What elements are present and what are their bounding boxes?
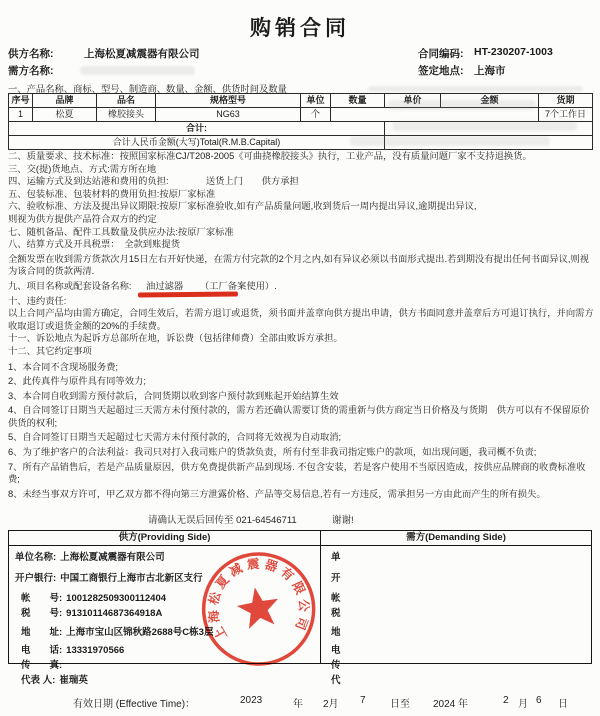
validity-year-unit: 年 <box>293 699 303 710</box>
validity-label: 有效日期 (Effective Time)： <box>73 699 196 710</box>
cell-qty-price-amount <box>331 108 539 122</box>
clause-5: 五、包装标准、包装材料的费用负担:按原厂家标准 <box>8 188 216 199</box>
provider-tax-row: 税 号: 91310114687364918A <box>21 608 163 619</box>
col-header-spec: 规格型号 <box>156 94 301 108</box>
clause-9-prefix: 九、项目名称或配套设备名称: <box>8 280 132 291</box>
demander-fax-row: 传 <box>331 660 341 671</box>
list-item: 1、本合同不含现场服务费; <box>8 361 119 372</box>
demander-header: 需方(Demanding Side) <box>406 532 506 543</box>
provider-header: 供方(Providing Side) <box>9 531 321 545</box>
clause-12: 十二、其它约定事项 <box>8 345 92 356</box>
col-header-name: 品名 <box>97 94 156 108</box>
validity-end-day: 6 <box>536 695 542 706</box>
demander-phone-row: 电 <box>331 645 341 656</box>
cell-name: 橡胶接头 <box>97 108 156 122</box>
cell-spec: NG63 <box>156 108 301 122</box>
parties-header-row <box>9 531 591 546</box>
demander-address-row: 地 <box>331 627 341 638</box>
col-header-price: 单价 <box>385 94 441 108</box>
contract-no-value: HT-230207-1003 <box>474 46 553 58</box>
amount-words-row <box>9 136 593 150</box>
product-table <box>8 93 593 150</box>
section1-title: 一、产品名称、商标、型号、制造商、数量、金额、供货时间及数量 <box>8 84 287 94</box>
scan-smudge <box>80 66 195 75</box>
col-header-leadtime: 货期 <box>539 94 593 108</box>
demander-bank-row: 开 <box>331 573 341 584</box>
validity-day-unit: 日 <box>558 699 568 710</box>
total-value <box>385 122 593 136</box>
list-item: 4、自合同签订日期当天起超过三天需方未付预付款的，需方若还确认需要订货的需重新与供方商定当日价格及与货期 供方可以有不保留原价供货的权利; <box>8 405 590 428</box>
clause-9 <box>8 280 594 293</box>
col-header-brand: 品牌 <box>33 94 97 108</box>
company-seal-stamp <box>194 549 324 679</box>
clause-4: 四、运输方式及到达站港和费用的负担: 送货上门 供方承担 <box>8 176 299 187</box>
provider-phone-row: 电 话: 13331970566 <box>21 645 125 656</box>
provider-account-row: 帐 号: 1001282509300112404 <box>21 593 167 604</box>
clause-6-cont: 则视为供方提供产品符合双方的约定 <box>8 213 157 224</box>
list-item: 7、所有产品销售后，若是产品质量原因，供方免费提供新产品到现场. 不包含安装，若是客户使用不当原因造成，按供应品牌商的收费标准收费; <box>8 461 586 485</box>
clause-10: 十、违约责任: <box>8 295 67 306</box>
demander-account-row: 帐 <box>331 593 341 604</box>
provider-bank-row: 开户银行: 中国工商银行上海市古北新区支行 <box>15 573 203 584</box>
col-header-unit: 单位 <box>301 94 331 108</box>
list-item: 5、自合同签订日期当天起超过七天需方未付预付款的，合同将无效视为自动取消; <box>8 432 342 443</box>
thanks-note: 谢谢! <box>332 515 354 526</box>
page-title: 购销合同 <box>250 17 350 40</box>
cell-no: 1 <box>9 108 33 122</box>
other-terms-list <box>8 361 594 501</box>
sign-place-value: 上海市 <box>474 65 506 77</box>
total-row <box>9 122 593 136</box>
amount-words-value <box>385 136 593 150</box>
provider-company-row: 单位名称: 上海松夏减震器有限公司 <box>15 552 165 563</box>
validity-end-year: 2024 年 <box>433 699 469 710</box>
clause-3: 三、交(提)货地点、方式:需方所在地 <box>8 163 157 174</box>
supplier-value: 上海松夏减震器有限公司 <box>84 48 200 60</box>
clause-9-suffix: （工厂备案使用）. <box>199 280 277 291</box>
clause-8-note: 全额发票在收到需方货款次月15日左右开好快递，在需方付完款的2个月之内,如有异议必须以书面形式提出.若到期没有提出任何书面异议,则视为该合同的货款两清. <box>8 253 590 277</box>
supplier-label: 供方名称: <box>8 48 54 60</box>
scan-smudge <box>368 86 583 92</box>
validity-start-month: 2月 <box>323 699 339 710</box>
demander-details <box>321 546 591 686</box>
validity-to-label: 日至 <box>390 699 410 710</box>
product-table-header-row <box>9 94 593 108</box>
provider-fax-row: 传 真: <box>21 660 63 671</box>
amount-words-label: 合计人民币金额(大写)Total(R.M.B.Capital) <box>9 136 385 150</box>
list-item: 8、未经当事双方许可，甲乙双方都不得向第三方泄露价格、产品等交易信息,若有一方违反，需承担另一方由此而产生的所有损失。 <box>8 488 546 499</box>
clause-10-body: 以上合同产品均由需方确定，合同生效后，若需方退订或退货，须书面并盖章向供方提出申请，供方书面同意并盖章后方可退订执行，并向需方收取退订或退货金额的20%的手续费。 <box>8 308 594 331</box>
sign-place-label: 签定地点: <box>418 65 464 77</box>
table-row <box>9 108 593 122</box>
list-item: 6、为了维护客户的合法利益：我司只对打入我司账户的货款负责，所有付至非我司指定账户的款项，如出现问题，我司概不负责; <box>8 447 537 458</box>
cell-unit: 个 <box>301 108 331 122</box>
clause-7: 七、随机备品、配件工具数量及供应办法:按原厂家标准 <box>8 226 234 237</box>
clause-8: 八、结算方式及开具税票： 全款到账提货 <box>8 239 180 250</box>
clause-6: 六、验收标准、方法及提出异议期限:按原厂家标准验收,如有产品质量问题,收到货后一周内提出异议,逾期提出异议, <box>8 201 477 212</box>
buyer-label: 需方名称: <box>8 65 54 77</box>
fax-return-note: 请确认无误后回传至 021-64546711 <box>148 515 297 526</box>
col-header-qty: 数量 <box>331 94 385 108</box>
clauses-block <box>8 150 594 502</box>
demander-tax-row: 税 <box>331 608 341 619</box>
list-item: 3、本合同自收到需方预付款后，合同货期以收到客户预付款到账起开始结算生效 <box>8 390 339 401</box>
seal-star-icon <box>234 584 282 630</box>
provider-representative-row: 代表 人: 崔瑞英 <box>21 675 88 686</box>
provider-address-row: 地 址: 上海市宝山区锦秋路2688号C栋3层 <box>21 627 214 638</box>
validity-month-unit: 月 <box>518 699 528 710</box>
demander-company-row: 单 <box>331 552 341 563</box>
contract-no-label: 合同编码: <box>418 48 464 60</box>
cell-brand: 松夏 <box>33 108 97 122</box>
clause-2: 二、质量要求、技术标准：按照国家标准CJ/T208-2005《可曲挠橡胶接头》执行，工业产品，没有质量问题厂家不支持退换货。 <box>8 151 532 161</box>
seal-company-text: 上海松夏减震器有限公司 <box>206 556 311 643</box>
col-header-no: 序号 <box>9 94 33 108</box>
list-item: 2、此传真件与原件具有同等效力; <box>8 376 146 387</box>
demander-representative-row: 代 <box>331 675 341 686</box>
validity-start-year: 2023 <box>240 695 263 706</box>
clause-11: 十一、诉讼地点为起诉方总部所在地，诉讼费（包括律师费）全部由败诉方承担。 <box>8 333 343 344</box>
clause-9-highlight: 油过滤器 <box>146 280 184 291</box>
col-header-amount: 金额 <box>441 94 539 108</box>
total-label: 合计: <box>9 122 385 136</box>
validity-end-month: 2 <box>503 695 509 706</box>
cell-leadtime: 7个工作日 <box>539 108 593 122</box>
validity-start-day: 7 <box>360 695 366 706</box>
